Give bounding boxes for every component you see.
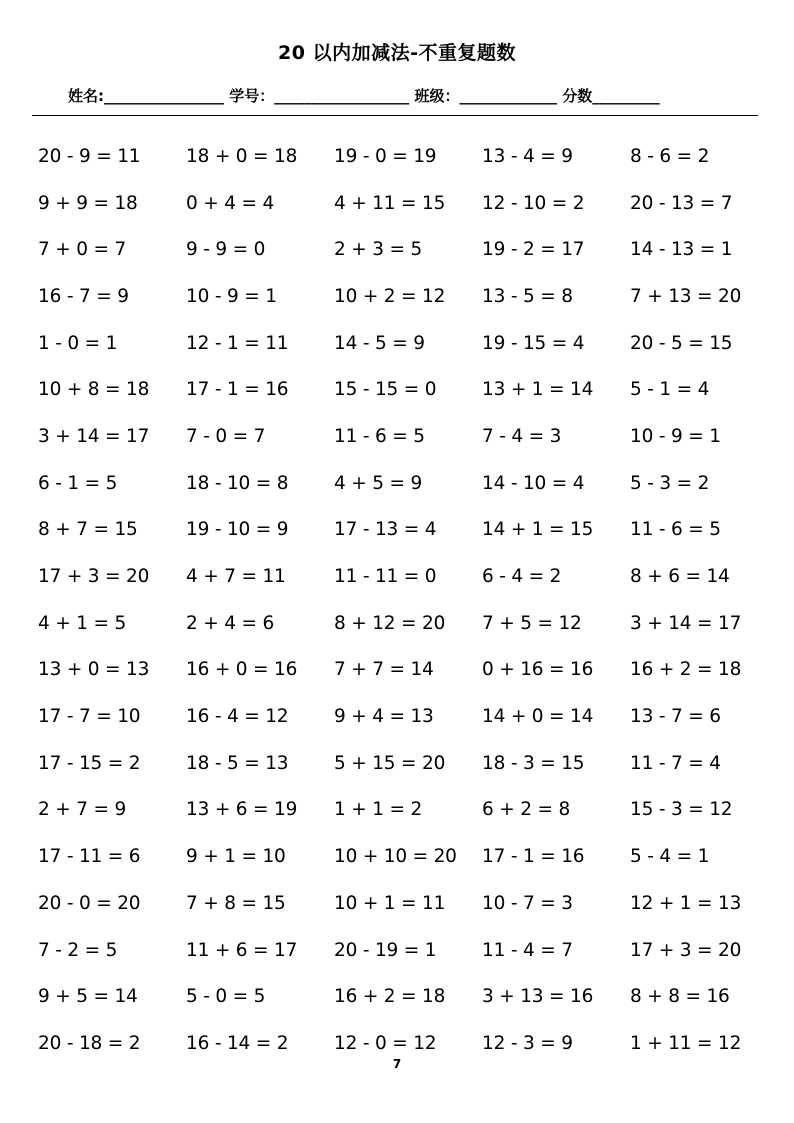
problem-item: 20 - 18 = 2 [38,1032,141,1054]
problem-item: 7 + 8 = 15 [186,892,286,914]
problem-item: 20 - 5 = 15 [630,332,733,354]
problem-item: 10 + 1 = 11 [334,892,446,914]
problem-item: 9 + 5 = 14 [38,986,138,1008]
problem-item: 14 + 0 = 14 [482,706,594,728]
problem-item: 10 + 8 = 18 [38,379,150,401]
problem-item: 7 - 4 = 3 [482,425,562,447]
problem-item: 6 + 2 = 8 [482,799,571,821]
problem-item: 11 - 7 = 4 [630,752,721,774]
problem-item: 5 + 15 = 20 [334,752,446,774]
problem-item: 20 - 13 = 7 [630,192,733,214]
problem-item: 0 + 4 = 4 [186,192,275,214]
problem-item: 11 - 6 = 5 [630,519,721,541]
problem-item: 20 - 0 = 20 [38,892,141,914]
class-field-label: 班级：_____________ [414,87,557,105]
problem-row [38,740,778,787]
problem-item: 10 - 9 = 1 [186,285,277,307]
problem-item: 12 - 1 = 11 [186,332,289,354]
problem-item: 13 + 1 = 14 [482,379,594,401]
problem-item: 7 + 5 = 12 [482,612,582,634]
problem-item: 17 + 3 = 20 [38,566,150,588]
problem-item: 16 + 2 = 18 [630,659,742,681]
problem-item: 13 + 6 = 19 [186,799,298,821]
page-number: 7 [392,1057,402,1071]
problem-row [38,553,778,600]
problem-item: 8 + 6 = 14 [630,566,730,588]
problem-item: 16 - 4 = 12 [186,706,289,728]
problem-item: 6 - 4 = 2 [482,566,562,588]
problem-item: 0 + 16 = 16 [482,659,594,681]
problem-item: 12 - 0 = 12 [334,1032,437,1054]
problem-item: 20 - 19 = 1 [334,939,437,961]
problem-item: 2 + 4 = 6 [186,612,275,634]
problem-row [38,600,778,647]
problem-item: 11 - 11 = 0 [334,566,437,588]
problem-item: 17 - 11 = 6 [38,846,141,868]
problem-row [38,507,778,554]
problem-row [38,693,778,740]
problem-row [38,366,778,413]
problem-item: 13 + 0 = 13 [38,659,150,681]
problem-item: 3 + 14 = 17 [630,612,742,634]
problem-item: 1 + 11 = 12 [630,1032,742,1054]
problem-item: 10 - 7 = 3 [482,892,573,914]
problem-item: 18 + 0 = 18 [186,145,298,167]
problem-item: 13 - 5 = 8 [482,285,573,307]
problem-item: 9 + 9 = 18 [38,192,138,214]
problem-item: 18 - 5 = 13 [186,752,289,774]
problem-item: 8 + 7 = 15 [38,519,138,541]
page-title: 20 以内加减法-不重复题数 [278,42,516,64]
problem-item: 7 - 2 = 5 [38,939,118,961]
problem-item: 1 + 1 = 2 [334,799,423,821]
problem-row [38,973,778,1020]
problem-item: 4 + 5 = 9 [334,472,423,494]
problem-row [38,273,778,320]
name-field-label: 姓名:________________ [68,87,224,105]
problem-item: 20 - 9 = 11 [38,145,141,167]
problem-item: 18 - 3 = 15 [482,752,585,774]
problem-item: 2 + 7 = 9 [38,799,127,821]
problem-item: 14 - 5 = 9 [334,332,425,354]
problem-item: 17 + 3 = 20 [630,939,742,961]
problem-item: 8 + 8 = 16 [630,986,730,1008]
problem-item: 16 + 0 = 16 [186,659,298,681]
problem-item: 14 - 10 = 4 [482,472,585,494]
problem-item: 7 + 0 = 7 [38,239,127,261]
problem-item: 7 + 13 = 20 [630,285,742,307]
problem-item: 5 - 3 = 2 [630,472,710,494]
problem-item: 5 - 0 = 5 [186,986,266,1008]
problem-item: 6 - 1 = 5 [38,472,118,494]
problem-item: 19 - 2 = 17 [482,239,585,261]
problem-item: 7 + 7 = 14 [334,659,434,681]
problem-item: 16 - 7 = 9 [38,285,129,307]
problem-item: 15 - 15 = 0 [334,379,437,401]
problem-item: 7 - 0 = 7 [186,425,266,447]
problem-row [38,180,778,227]
problem-item: 1 - 0 = 1 [38,332,118,354]
problem-item: 12 - 3 = 9 [482,1032,573,1054]
problem-item: 11 - 6 = 5 [334,425,425,447]
problem-item: 10 + 2 = 12 [334,285,446,307]
problem-item: 16 - 14 = 2 [186,1032,289,1054]
problem-item: 17 - 1 = 16 [482,846,585,868]
problem-grid [38,133,778,1067]
problem-row [38,647,778,694]
problem-item: 17 - 15 = 2 [38,752,141,774]
problem-item: 4 + 11 = 15 [334,192,446,214]
problem-item: 18 - 10 = 8 [186,472,289,494]
problem-item: 9 + 4 = 13 [334,706,434,728]
problem-item: 9 + 1 = 10 [186,846,286,868]
score-field-label: 分数_________ [562,87,660,105]
problem-item: 8 + 12 = 20 [334,612,446,634]
problem-item: 17 - 7 = 10 [38,706,141,728]
problem-item: 16 + 2 = 18 [334,986,446,1008]
problem-item: 19 - 15 = 4 [482,332,585,354]
problem-item: 19 - 0 = 19 [334,145,437,167]
problem-row [38,460,778,507]
problem-item: 14 + 1 = 15 [482,519,594,541]
header-divider [32,115,758,116]
problem-item: 11 - 4 = 7 [482,939,573,961]
problem-row [38,226,778,273]
problem-row [38,833,778,880]
problem-item: 2 + 3 = 5 [334,239,423,261]
problem-row [38,413,778,460]
problem-item: 4 + 1 = 5 [38,612,127,634]
problem-item: 10 - 9 = 1 [630,425,721,447]
problem-row [38,133,778,180]
student-info-header [68,85,660,106]
problem-item: 5 - 1 = 4 [630,379,710,401]
problem-item: 19 - 10 = 9 [186,519,289,541]
problem-item: 13 - 7 = 6 [630,706,721,728]
problem-item: 17 - 1 = 16 [186,379,289,401]
problem-item: 12 - 10 = 2 [482,192,585,214]
problem-row [38,320,778,367]
problem-item: 14 - 13 = 1 [630,239,733,261]
problem-item: 4 + 7 = 11 [186,566,286,588]
problem-item: 12 + 1 = 13 [630,892,742,914]
problem-item: 10 + 10 = 20 [334,846,457,868]
problem-item: 8 - 6 = 2 [630,145,710,167]
problem-item: 5 - 4 = 1 [630,846,710,868]
problem-item: 17 - 13 = 4 [334,519,437,541]
problem-row [38,787,778,834]
problem-row [38,927,778,974]
problem-item: 13 - 4 = 9 [482,145,573,167]
problem-item: 9 - 9 = 0 [186,239,266,261]
problem-item: 3 + 14 = 17 [38,425,150,447]
student-id-field-label: 学号：__________________ [229,87,410,105]
problem-item: 3 + 13 = 16 [482,986,594,1008]
problem-item: 11 + 6 = 17 [186,939,298,961]
problem-row [38,880,778,927]
problem-item: 15 - 3 = 12 [630,799,733,821]
